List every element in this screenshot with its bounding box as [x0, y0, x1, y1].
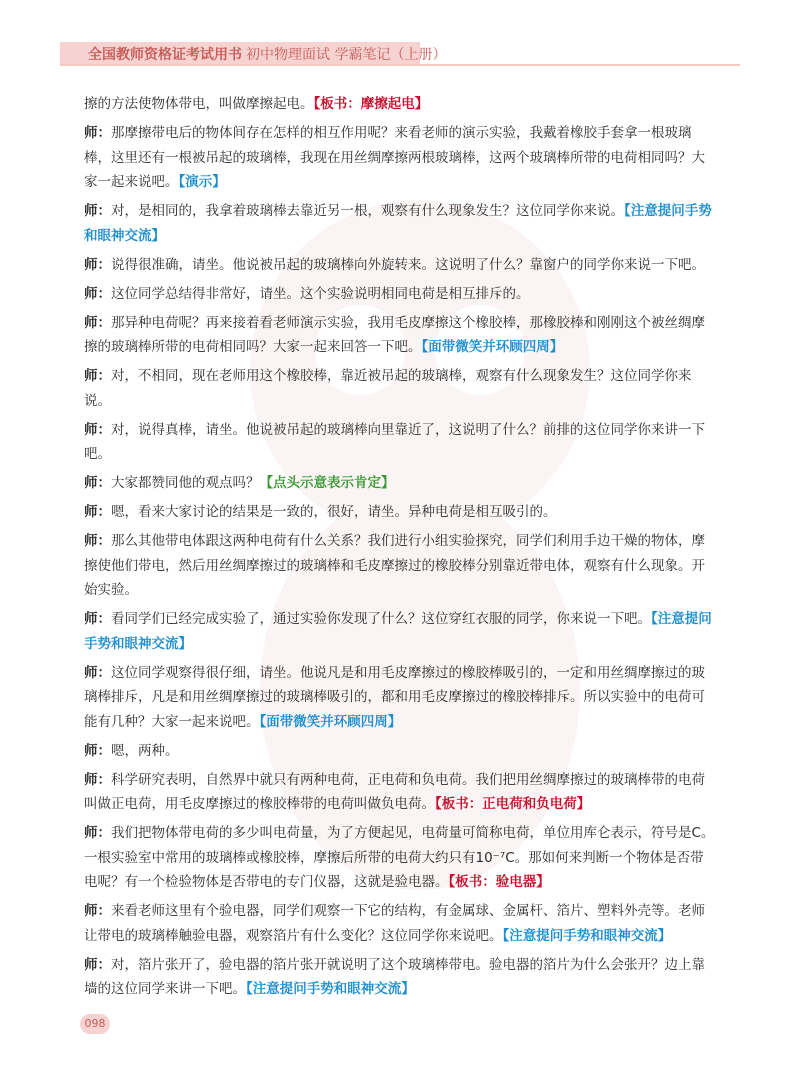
- dialogue-paragraph: [84, 471, 716, 496]
- stage-note: 【面带微笑并环顾四周】: [421, 339, 564, 355]
- dialogue-paragraph: [84, 199, 716, 248]
- stage-note: 【板书：正电荷和负电荷】: [435, 796, 591, 812]
- header-rule: [60, 64, 740, 66]
- stage-note: 【面带微笑并环顾四周】: [259, 713, 402, 730]
- speaker-label: 师：: [84, 421, 111, 438]
- dialogue-paragraph: [84, 768, 716, 817]
- speaker-label: 师：: [84, 742, 111, 759]
- speaker-label: 师：: [84, 203, 111, 219]
- dialogue-text: 我们把物体带电荷的多少叫电荷量，为了方便起见，电荷量可简称电荷，单位用库仑表示，符号是C。一根实验室中常用的玻璃棒或橡胶棒，摩擦后所带的电荷大约只有10⁻⁷C。那如何来判断一个物体是否带电呢？有一个检验物体是否带电的专门仪器，这就是验电器。: [84, 825, 715, 890]
- dialogue-paragraph: [84, 500, 716, 525]
- dialogue-text: 对，箔片张开了，验电器的箔片张开就说明了这个玻璃棒带电。验电器的箔片为什么会张开？边上靠墙的这位同学来讲一下吧。: [84, 956, 705, 997]
- speaker-label: 师：: [84, 285, 111, 302]
- stage-note: 【注意提问手势和眼神交流】: [246, 981, 415, 997]
- dialogue-text: 那异种电荷呢？再来接着看老师演示实验，我用毛皮摩擦这个橡胶棒，那橡胶棒和刚刚这个被丝绸摩擦的玻璃棒所带的电荷相同吗？大家一起来回答一下吧。: [84, 314, 705, 355]
- dialogue-paragraph: [84, 121, 716, 195]
- dialogue-paragraph: [84, 739, 716, 764]
- dialogue-text: 大家都赞同他的观点吗？: [111, 475, 260, 491]
- speaker-label: 师：: [84, 256, 111, 273]
- speaker-label: 师：: [84, 368, 111, 384]
- speaker-label: 师：: [84, 125, 111, 141]
- dialogue-paragraph: [84, 607, 716, 656]
- speaker-label: 师：: [84, 504, 111, 520]
- dialogue-text: 来看老师这里有个验电器，同学们观察一下它的结构，有金属球、金属杆、箔片、塑料外壳等。老师让带电的玻璃棒触验电器，观察箔片有什么变化？这位同学你来说吧。: [84, 903, 705, 944]
- dialogue-paragraph: [84, 529, 716, 603]
- dialogue-paragraph: [84, 821, 716, 895]
- dialogue-text: 说得很准确，请坐。他说被吊起的玻璃棒向外旋转来。这说明了什么？靠窗户的同学你来说一下吧。: [111, 256, 705, 273]
- dialogue-text: 嗯，两种。: [111, 742, 179, 759]
- dialogue-paragraph: [84, 92, 716, 117]
- dialogue-text: 嗯，看来大家讨论的结果是一致的，很好，请坐。异种电荷是相互吸引的。: [111, 504, 557, 520]
- dialogue-text: 对，是相同的，我拿着玻璃棒去靠近另一根，观察有什么现象发生？这位同学你来说。: [111, 203, 624, 219]
- page-header: [0, 0, 800, 74]
- stage-note: 【板书：验电器】: [448, 874, 550, 890]
- speaker-label: 师：: [84, 825, 111, 841]
- dialogue-text: 科学研究表明，自然界中就只有两种电荷，正电荷和负电荷。我们把用丝绸摩擦过的玻璃棒带的电荷叫做正电荷，用毛皮摩擦过的橡胶棒带的电荷叫做负电荷。: [84, 771, 705, 812]
- dialogue-paragraph: [84, 311, 716, 360]
- stage-note: 【注意提问手势和眼神交流】: [502, 927, 672, 944]
- dialogue-text: 那么其他带电体跟这两种电荷有什么关系？我们进行小组实验探究，同学们利用手边干燥的物体，摩擦使他们带电，然后用丝绸摩擦过的玻璃棒和毛皮摩擦过的橡胶棒分别靠近带电体，观察有什么现象。开始实验。: [84, 533, 705, 598]
- dialogue-paragraph: [84, 282, 716, 307]
- dialogue-paragraph: [84, 899, 716, 948]
- speaker-label: 师：: [84, 475, 111, 491]
- dialogue-paragraph: [84, 418, 716, 467]
- dialogue-paragraph: [84, 364, 716, 413]
- dialogue-paragraph: [84, 661, 716, 735]
- speaker-label: 师：: [84, 611, 111, 627]
- speaker-label: 师：: [84, 771, 111, 788]
- lesson-transcript: [84, 92, 716, 1006]
- dialogue-text: 这位同学总结得非常好，请坐。这个实验说明相同电荷是相互排斥的。: [111, 285, 530, 302]
- dialogue-text: 这位同学观察得很仔细，请坐。他说凡是和用毛皮摩擦过的橡胶棒吸引的，一定和用丝绸摩擦过的玻璃棒排斥，凡是和用丝绸摩擦过的玻璃棒吸引的，都和用毛皮摩擦过的橡胶棒排斥。所以实验中的电荷可能有几种？大家一起来说吧。: [84, 664, 705, 730]
- book-subtitle: 初中物理面试 学霸笔记（上册）: [246, 47, 447, 63]
- stage-note: 【板书：摩擦起电】: [313, 96, 429, 112]
- speaker-label: 师：: [84, 664, 111, 681]
- page-number: 098: [80, 1014, 110, 1034]
- dialogue-paragraph: [84, 953, 716, 1002]
- dialogue-paragraph: [84, 253, 716, 278]
- dialogue-text: 那摩擦带电后的物体间存在怎样的相互作用呢？来看老师的演示实验，我戴着橡胶手套拿一根玻璃棒，这里还有一根被吊起的玻璃棒，我现在用丝绸摩擦两根玻璃棒，这两个玻璃棒所带的电荷相同吗？大家一起来说吧。: [84, 125, 705, 190]
- dialogue-text: 擦的方法使物体带电，叫做摩擦起电。: [84, 96, 314, 112]
- stage-note: 【点头示意表示肯定】: [259, 475, 395, 491]
- stage-note: 【注意提问手势和眼神交流】: [84, 203, 712, 244]
- dialogue-text: 对，不相同，现在老师用这个橡胶棒，靠近被吊起的玻璃棒，观察有什么现象发生？这位同学你来说。: [84, 368, 692, 409]
- book-series-title: 全国教师资格证考试用书: [88, 47, 242, 63]
- stage-note: 【演示】: [178, 174, 226, 190]
- dialogue-text: 看同学们已经完成实验了，通过实验你发现了什么？这位穿红衣服的同学，你来说一下吧。: [111, 611, 651, 627]
- speaker-label: 师：: [84, 956, 111, 973]
- speaker-label: 师：: [84, 903, 111, 919]
- stage-note: 【注意提问手势和眼神交流】: [84, 611, 712, 652]
- speaker-label: 师：: [84, 533, 111, 549]
- dialogue-text: 对，说得真棒，请坐。他说被吊起的玻璃棒向里靠近了，这说明了什么？前排的这位同学你来讲一下吧。: [84, 421, 705, 462]
- speaker-label: 师：: [84, 314, 111, 331]
